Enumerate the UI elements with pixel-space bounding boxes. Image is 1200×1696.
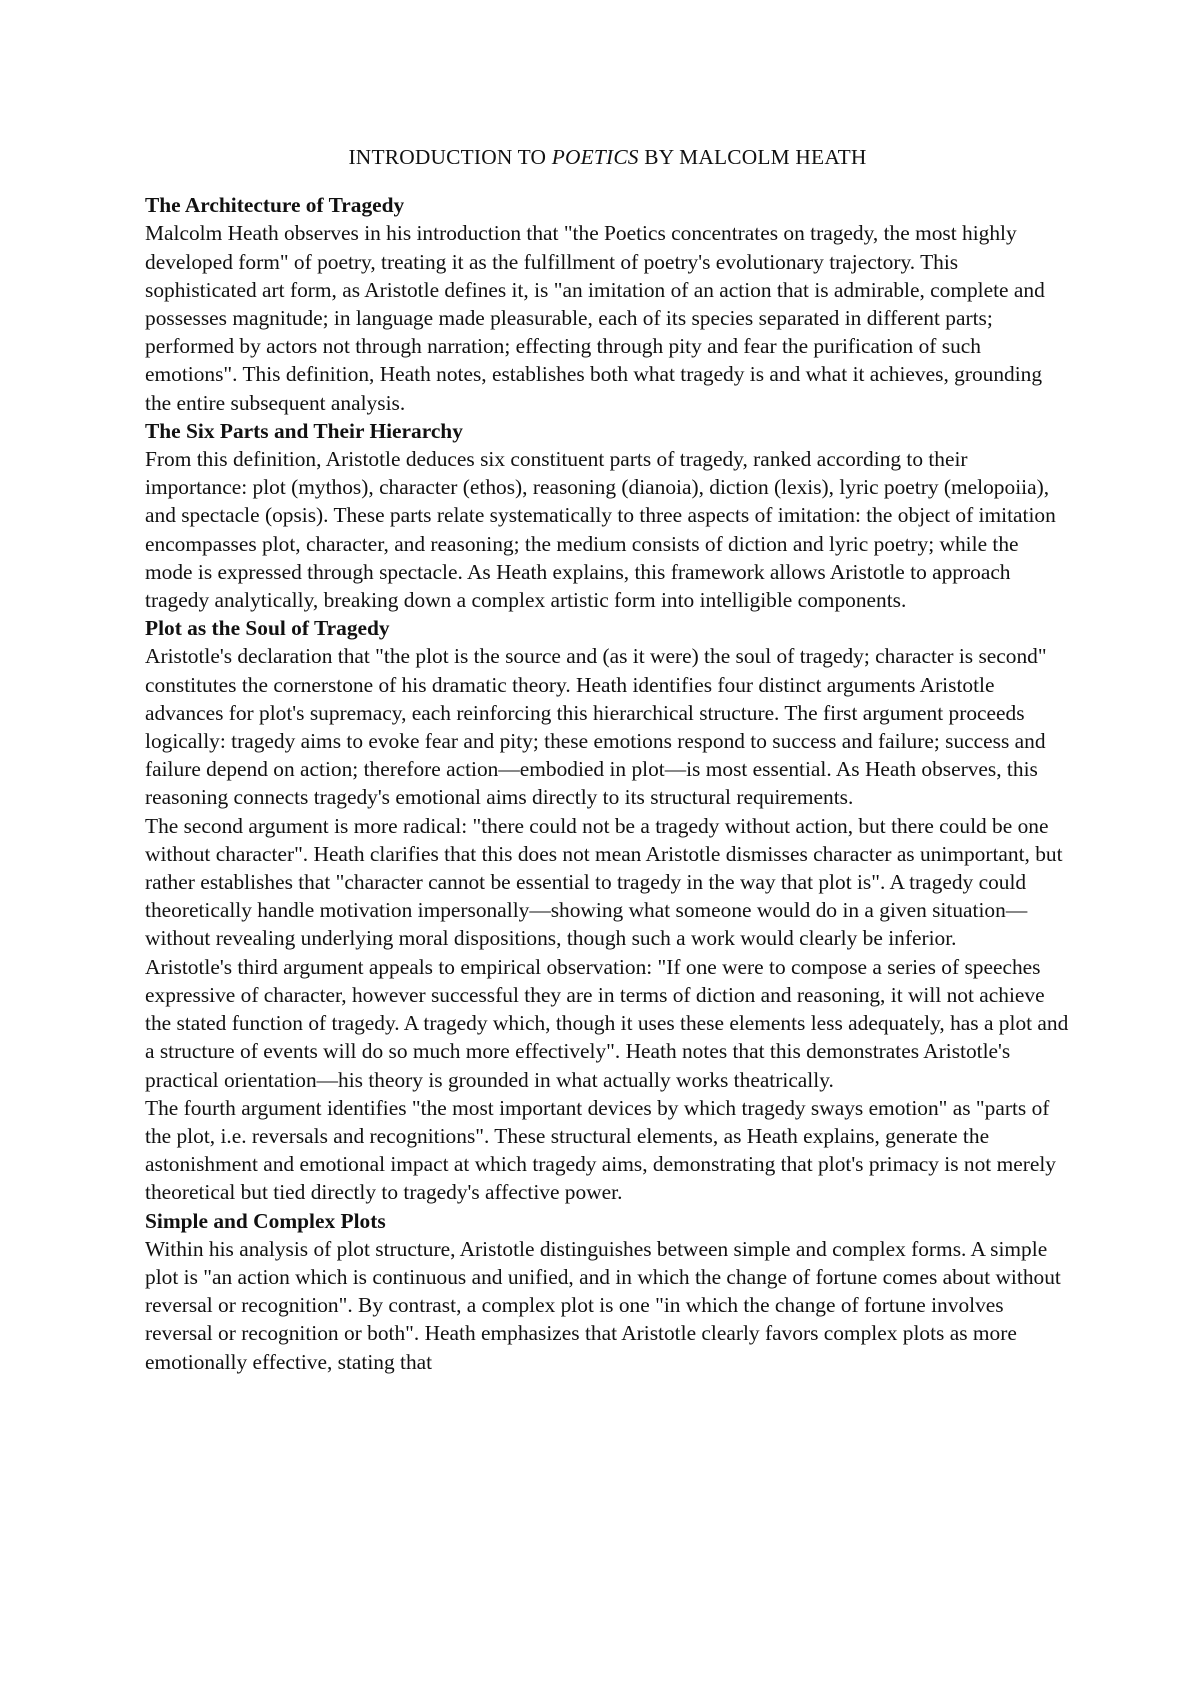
section-simple-complex-plots (145, 1207, 1070, 1376)
document-body (145, 143, 1070, 1376)
section-heading: The Architecture of Tragedy (145, 193, 405, 218)
paragraph: The fourth argument identifies "the most important devices by which tragedy sways emotion" as "parts of the plot, i.e. reversals and recognitions". These structural elements, as Heath explains, generate the astonishment and emotional impact at which tragedy aims, demonstrating that plot's primacy is not merely theoretical but tied directly to tragedy's affective power. (145, 1095, 1056, 1205)
document-title (145, 143, 1070, 171)
section-plot-as-soul (145, 614, 1070, 1206)
title-prefix: INTRODUCTION TO (348, 145, 552, 169)
paragraph: The second argument is more radical: "there could not be a tragedy without action, but there could be one without character". Heath clarifies that this does not mean Aristotle dismisses character as unimportant, but rather establishes that "character cannot be essential to tragedy in the way that plot is". A tragedy could theoretically handle motivation impersonally—showing what someone would do in a given situation—without revealing underlying moral dispositions, though such a work would clearly be inferior. (145, 813, 1063, 951)
title-italic-poetics: POETICS (551, 145, 639, 169)
section-heading: The Six Parts and Their Hierarchy (145, 418, 463, 443)
section-architecture-of-tragedy (145, 191, 1070, 417)
paragraph: Aristotle's third argument appeals to empirical observation: "If one were to compose a series of speeches expressive of character, however successful they are in terms of diction and reasoning, it will not achieve the stated function of tragedy. A tragedy which, though it uses these elements less adequately, has a plot and a structure of events will do so much more effectively". Heath notes that this demonstrates Aristotle's practical orientation—his theory is grounded in what actually works theatrically. (145, 954, 1069, 1092)
section-six-parts-hierarchy (145, 417, 1070, 614)
paragraph: Within his analysis of plot structure, Aristotle distinguishes between simple and complex forms. A simple plot is "an action which is continuous and unified, and in which the change of fortune comes about without reversal or recognition". By contrast, a complex plot is one "in which the change of fortune involves reversal or recognition or both". Heath emphasizes that Aristotle clearly favors complex plots as more emotionally effective, stating that (145, 1236, 1061, 1374)
title-suffix: BY MALCOLM HEATH (638, 145, 867, 169)
paragraph: Malcolm Heath observes in his introduction that "the Poetics concentrates on tragedy, the most highly developed form" of poetry, treating it as the fulfillment of poetry's evolutionary trajectory. This sophisticated art form, as Aristotle defines it, is "an imitation of an action that is admirable, complete and possesses magnitude; in language made pleasurable, each of its species separated in different parts; performed by actors not through narration; effecting through pity and fear the purification of such emotions". This definition, Heath notes, establishes both what tragedy is and what it achieves, grounding the entire subsequent analysis. (145, 221, 1045, 415)
paragraph: Aristotle's declaration that "the plot is the source and (as it were) the soul of tragedy; character is second" constitutes the cornerstone of his dramatic theory. Heath identifies four distinct arguments Aristotle advances for plot's supremacy, each reinforcing this hierarchical structure. The first argument proceeds logically: tragedy aims to evoke fear and pity; these emotions respond to success and failure; success and failure depend on action; therefore action—embodied in plot—is most essential. As Heath observes, this reasoning connects tragedy's emotional aims directly to its structural requirements. (145, 644, 1047, 810)
section-heading: Plot as the Soul of Tragedy (145, 616, 390, 641)
paragraph: From this definition, Aristotle deduces six constituent parts of tragedy, ranked according to their importance: plot (mythos), character (ethos), reasoning (dianoia), diction (lexis), lyric poetry (melopoiia), and spectacle (opsis). These parts relate systematically to three aspects of imitation: the object of imitation encompasses plot, character, and reasoning; the medium consists of diction and lyric poetry; while the mode is expressed through spectacle. As Heath explains, this framework allows Aristotle to approach tragedy analytically, breaking down a complex artistic form into intelligible components. (145, 447, 1056, 613)
section-heading: Simple and Complex Plots (145, 1208, 386, 1233)
